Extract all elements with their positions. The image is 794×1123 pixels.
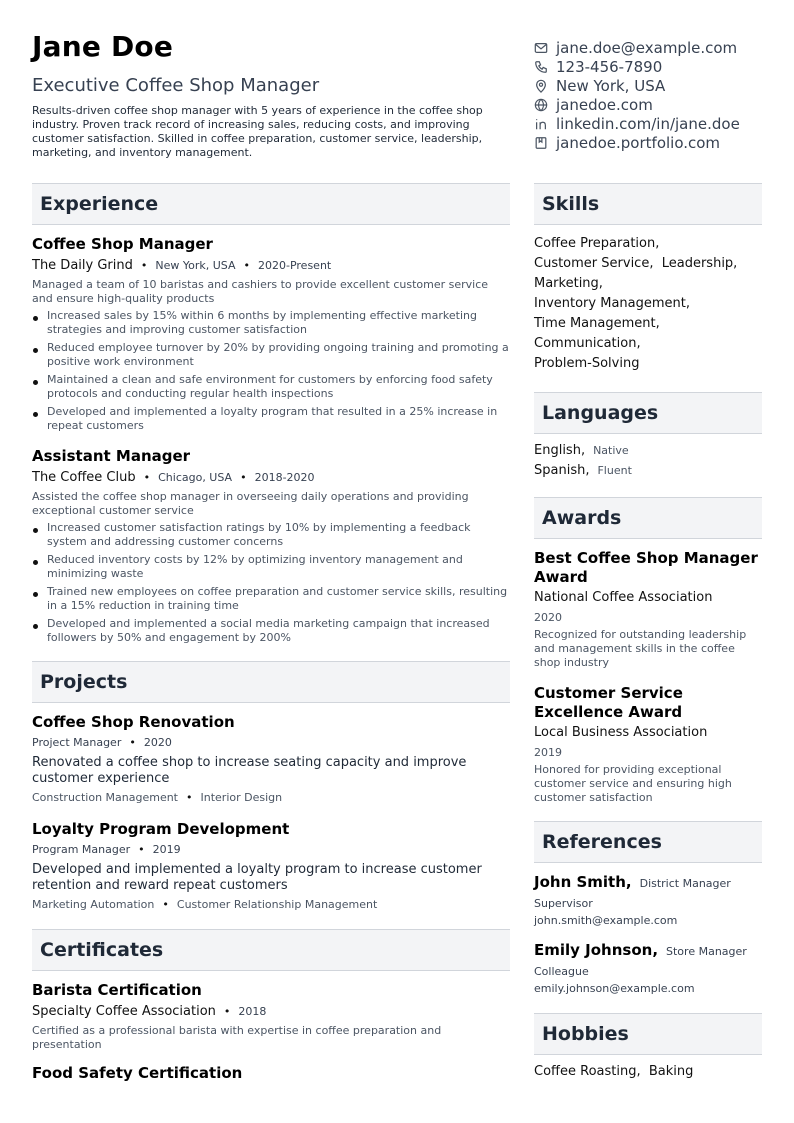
achievement: Maintained a clean and safe environment for customers by enforcing food safety protocols and conducting regular health inspections bbox=[32, 373, 510, 401]
map-pin-icon bbox=[534, 79, 548, 93]
separator: • bbox=[143, 471, 151, 484]
achievement: Developed and implemented a social media marketing campaign that increased followers by 50% and engagement by 200% bbox=[32, 617, 510, 645]
project-description: Developed and implemented a loyalty program to increase customer retention and reward repeat customers bbox=[32, 862, 482, 893]
skills-list bbox=[534, 234, 762, 374]
project-tags bbox=[32, 898, 510, 911]
reference-name: John Smith, bbox=[534, 873, 632, 891]
mail-icon bbox=[534, 41, 548, 55]
contact-phone-text: 123-456-7890 bbox=[556, 57, 663, 76]
reference-header bbox=[534, 941, 762, 959]
skill-item: Customer Service, bbox=[534, 256, 654, 271]
contact-list bbox=[534, 38, 784, 152]
language-name: English, bbox=[534, 443, 586, 458]
award-description: Honored for providing exceptional customer service and ensuring high customer satisfaction bbox=[534, 763, 732, 804]
job-title: Assistant Manager bbox=[32, 447, 191, 465]
project-tag: Construction Management bbox=[32, 791, 178, 804]
language-item bbox=[534, 441, 762, 461]
job-dates: 2018-2020 bbox=[254, 471, 315, 484]
certificate-item bbox=[32, 1064, 510, 1082]
certificate-title: Barista Certification bbox=[32, 981, 202, 999]
skill-item: Communication, bbox=[534, 336, 641, 351]
job-achievements bbox=[32, 521, 510, 645]
certificate-issuer: Specialty Coffee Association bbox=[32, 1004, 216, 1019]
reference-email[interactable]: emily.johnson@example.com bbox=[534, 982, 695, 995]
reference-role: Store Manager bbox=[666, 945, 747, 958]
job-achievements bbox=[32, 309, 510, 433]
contact-linkedin[interactable] bbox=[534, 114, 784, 133]
project-meta bbox=[32, 843, 510, 856]
separator: • bbox=[223, 1005, 231, 1018]
achievement: Reduced inventory costs by 12% by optimizing inventory management and minimizing waste bbox=[32, 553, 510, 581]
award-description: Recognized for outstanding leadership and management skills in the coffee shop industry bbox=[534, 628, 747, 669]
job-title: Coffee Shop Manager bbox=[32, 235, 213, 253]
skill-item: Coffee Preparation, bbox=[534, 236, 660, 251]
hobby-item: Coffee Roasting, bbox=[534, 1064, 641, 1079]
skill-item: Time Management, bbox=[534, 316, 660, 331]
reference-item bbox=[534, 941, 762, 995]
reference-relation: Colleague bbox=[534, 965, 589, 978]
language-level: Native bbox=[593, 444, 629, 457]
candidate-title: Executive Coffee Shop Manager bbox=[32, 75, 320, 96]
experience-item bbox=[32, 447, 510, 645]
project-description: Renovated a coffee shop to increase seating capacity and improve customer experience bbox=[32, 755, 467, 786]
contact-email[interactable] bbox=[534, 38, 784, 57]
contact-website[interactable] bbox=[534, 95, 784, 114]
language-item bbox=[534, 461, 762, 481]
award-item bbox=[534, 684, 762, 805]
separator: • bbox=[240, 471, 247, 484]
skills-heading: Skills bbox=[534, 183, 762, 225]
job-description: Managed a team of 10 baristas and cashiers to provide excellent customer service and ensure high-quality products bbox=[32, 278, 489, 305]
awards-heading: Awards bbox=[534, 497, 762, 539]
skill-item: Marketing, bbox=[534, 276, 603, 291]
achievement: Increased sales by 15% within 6 months by implementing effective marketing strategies and improving customer satisfaction bbox=[32, 309, 510, 337]
project-tag: Marketing Automation bbox=[32, 898, 155, 911]
certificate-item bbox=[32, 981, 510, 1052]
skill-item: Problem-Solving bbox=[534, 356, 640, 371]
contact-portfolio-text: janedoe.portfolio.com bbox=[556, 133, 721, 152]
contact-location bbox=[534, 76, 784, 95]
side-column bbox=[534, 183, 762, 1079]
project-role: Project Manager bbox=[32, 736, 122, 749]
reference-item bbox=[534, 873, 762, 927]
skill-item: Leadership, bbox=[661, 256, 738, 271]
globe-icon bbox=[534, 98, 548, 112]
award-year: 2020 bbox=[534, 611, 562, 624]
project-item bbox=[32, 820, 510, 911]
hobbies-heading: Hobbies bbox=[534, 1013, 762, 1055]
separator: • bbox=[186, 791, 193, 804]
award-title: Customer Service Excellence Award bbox=[534, 684, 683, 721]
award-organization: National Coffee Association bbox=[534, 590, 713, 605]
experience-heading: Experience bbox=[32, 183, 510, 225]
project-year: 2019 bbox=[152, 843, 181, 856]
resume-header bbox=[32, 30, 512, 160]
candidate-name: Jane Doe bbox=[32, 30, 174, 63]
job-location: Chicago, USA bbox=[158, 471, 233, 484]
main-column bbox=[32, 183, 510, 1082]
achievement: Trained new employees on coffee preparation and customer service skills, resulting in a 15% reduction in training time bbox=[32, 585, 510, 613]
references-heading: References bbox=[534, 821, 762, 863]
contact-website-text: janedoe.com bbox=[556, 95, 653, 114]
certificates-heading: Certificates bbox=[32, 929, 510, 971]
hobby-item: Baking bbox=[648, 1064, 694, 1079]
award-item bbox=[534, 549, 762, 670]
languages-list bbox=[534, 441, 762, 481]
job-dates: 2020-Present bbox=[258, 259, 332, 272]
separator: • bbox=[129, 736, 136, 749]
reference-role: District Manager bbox=[639, 877, 731, 890]
separator: • bbox=[140, 259, 148, 272]
separator: • bbox=[243, 259, 250, 272]
job-meta bbox=[32, 470, 510, 485]
award-title: Best Coffee Shop Manager Award bbox=[534, 549, 758, 586]
project-tag: Interior Design bbox=[200, 791, 283, 804]
certificate-year: 2018 bbox=[238, 1005, 267, 1018]
language-level: Fluent bbox=[597, 464, 632, 477]
project-meta bbox=[32, 736, 510, 749]
skill-item: Inventory Management, bbox=[534, 296, 690, 311]
certificate-description: Certified as a professional barista with expertise in coffee preparation and presentation bbox=[32, 1024, 442, 1051]
achievement: Reduced employee turnover by 20% by providing ongoing training and promoting a positive work environment bbox=[32, 341, 510, 369]
bookmark-icon bbox=[534, 136, 548, 150]
achievement: Developed and implemented a loyalty program that resulted in a 25% increase in repeat customers bbox=[32, 405, 510, 433]
experience-item bbox=[32, 235, 510, 433]
linkedin-icon bbox=[534, 117, 548, 131]
reference-relation: Supervisor bbox=[534, 897, 593, 910]
summary: Results-driven coffee shop manager with 5 years of experience in the coffee shop industry. Proven track record of increasing sales, reducing costs, and improving customer satisfaction. Skilled in coffee preparation, customer service, leadership, marketing, and inventory management. bbox=[32, 104, 483, 159]
achievement: Increased customer satisfaction ratings by 10% by implementing a feedback system and addressing customer concerns bbox=[32, 521, 510, 549]
contact-portfolio[interactable] bbox=[534, 133, 784, 152]
contact-phone[interactable] bbox=[534, 57, 784, 76]
project-tag: Customer Relationship Management bbox=[176, 898, 378, 911]
contact-location-text: New York, USA bbox=[556, 76, 666, 95]
language-name: Spanish, bbox=[534, 463, 590, 478]
project-year: 2020 bbox=[143, 736, 172, 749]
job-meta bbox=[32, 258, 510, 273]
contact-email-text: jane.doe@example.com bbox=[556, 38, 738, 57]
job-location: New York, USA bbox=[155, 259, 236, 272]
project-title: Loyalty Program Development bbox=[32, 820, 290, 838]
reference-email[interactable]: john.smith@example.com bbox=[534, 914, 678, 927]
award-year: 2019 bbox=[534, 746, 562, 759]
project-title: Coffee Shop Renovation bbox=[32, 713, 235, 731]
separator: • bbox=[138, 843, 145, 856]
project-item bbox=[32, 713, 510, 804]
separator: • bbox=[162, 898, 169, 911]
certificate-meta bbox=[32, 1004, 510, 1019]
contact-linkedin-text: linkedin.com/in/jane.doe bbox=[556, 114, 740, 133]
job-description: Assisted the coffee shop manager in overseeing daily operations and providing exceptional customer service bbox=[32, 490, 469, 517]
company: The Daily Grind bbox=[32, 258, 133, 273]
award-organization: Local Business Association bbox=[534, 725, 708, 740]
company: The Coffee Club bbox=[32, 470, 136, 485]
project-role: Program Manager bbox=[32, 843, 131, 856]
hobbies-list bbox=[534, 1064, 762, 1079]
languages-heading: Languages bbox=[534, 392, 762, 434]
project-tags bbox=[32, 791, 510, 804]
reference-header bbox=[534, 873, 762, 891]
reference-name: Emily Johnson, bbox=[534, 941, 659, 959]
certificate-title: Food Safety Certification bbox=[32, 1064, 243, 1082]
projects-heading: Projects bbox=[32, 661, 510, 703]
phone-icon bbox=[534, 60, 548, 74]
